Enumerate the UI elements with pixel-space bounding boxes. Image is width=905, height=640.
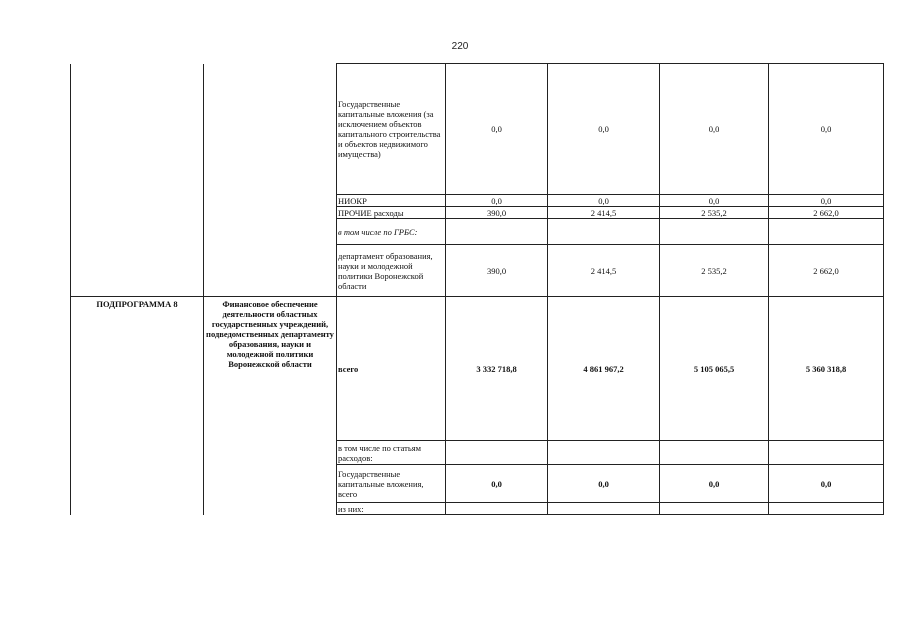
subprogram-code: ПОДПРОГРАММА 8 xyxy=(71,297,204,515)
row-label: Государственные капитальные вложения (за исключением объектов капитального строительства и объектов недвижимого имущества) xyxy=(337,64,446,195)
value-cell: 390,0 xyxy=(446,245,548,297)
value-cell: 2 662,0 xyxy=(769,207,884,219)
row-label: ПРОЧИЕ расходы xyxy=(337,207,446,219)
value-cell: 0,0 xyxy=(446,465,548,503)
value-cell: 2 414,5 xyxy=(548,207,660,219)
value-cell: 2 535,2 xyxy=(660,207,769,219)
value-cell: 0,0 xyxy=(446,195,548,207)
page-number: 220 xyxy=(451,41,469,52)
value-cell xyxy=(548,503,660,515)
value-cell xyxy=(660,219,769,245)
budget-table xyxy=(70,63,884,515)
value-cell: 0,0 xyxy=(660,195,769,207)
value-cell xyxy=(548,219,660,245)
value-cell xyxy=(548,441,660,465)
row-label: НИОКР xyxy=(337,195,446,207)
value-cell: 0,0 xyxy=(548,64,660,195)
row-label: департамент образования, науки и молодежной политики Воронежской области xyxy=(337,245,446,297)
title-cell-empty xyxy=(204,64,337,297)
row-label: всего xyxy=(337,297,446,441)
value-cell: 390,0 xyxy=(446,207,548,219)
table-row xyxy=(71,64,884,195)
value-cell: 0,0 xyxy=(548,465,660,503)
value-cell: 3 332 718,8 xyxy=(446,297,548,441)
value-cell: 0,0 xyxy=(660,64,769,195)
value-cell: 2 414,5 xyxy=(548,245,660,297)
value-cell: 2 662,0 xyxy=(769,245,884,297)
value-cell xyxy=(769,441,884,465)
value-cell xyxy=(446,503,548,515)
row-label: в том числе по статьям расходов: xyxy=(337,441,446,465)
row-label: Государственные капитальные вложения, всего xyxy=(337,465,446,503)
value-cell xyxy=(769,219,884,245)
code-cell-empty xyxy=(71,64,204,297)
value-cell: 5 105 065,5 xyxy=(660,297,769,441)
value-cell: 0,0 xyxy=(660,465,769,503)
row-label: в том числе по ГРБС: xyxy=(337,219,446,245)
value-cell: 0,0 xyxy=(769,465,884,503)
value-cell xyxy=(660,503,769,515)
value-cell: 0,0 xyxy=(548,195,660,207)
value-cell: 0,0 xyxy=(446,64,548,195)
value-cell xyxy=(446,219,548,245)
value-cell xyxy=(660,441,769,465)
value-cell xyxy=(446,441,548,465)
value-cell: 0,0 xyxy=(769,64,884,195)
row-label: из них: xyxy=(337,503,446,515)
table-row xyxy=(71,297,884,441)
value-cell: 5 360 318,8 xyxy=(769,297,884,441)
subprogram-title: Финансовое обеспечение деятельности областных государственных учреждений, подведомственных департаменту образования, науки и молодежной политики Воронежской области xyxy=(204,297,337,515)
value-cell xyxy=(769,503,884,515)
value-cell: 4 861 967,2 xyxy=(548,297,660,441)
value-cell: 0,0 xyxy=(769,195,884,207)
value-cell: 2 535,2 xyxy=(660,245,769,297)
